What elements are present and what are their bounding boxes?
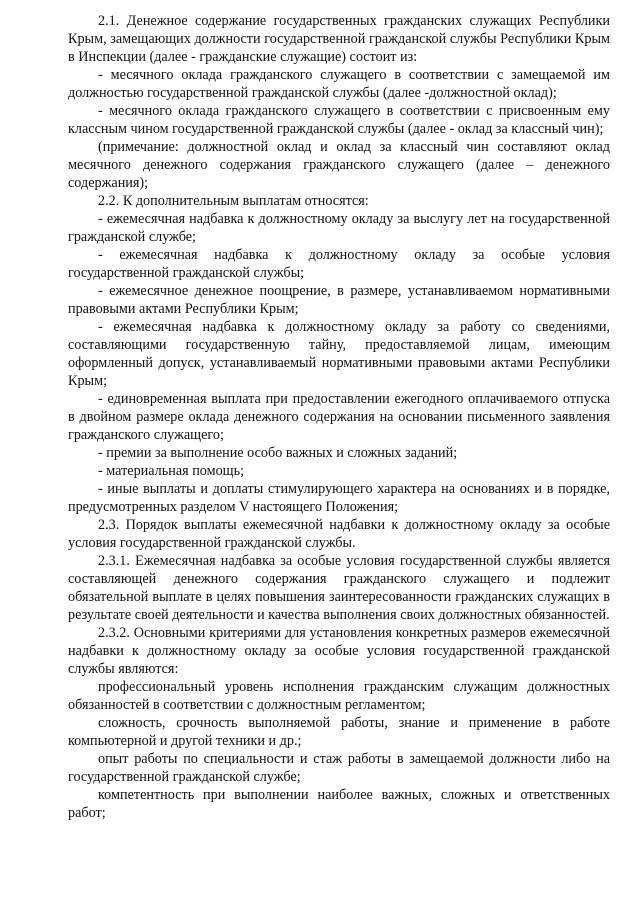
list-item-other-payments: - иные выплаты и доплаты стимулирующего характера на основаниях и в порядке, предусмотренных разделом V настоящего Положения;: [68, 481, 610, 515]
list-item-seniority-bonus: - ежемесячная надбавка к должностному окладу за выслугу лет на государственной гражданской службе;: [68, 211, 610, 245]
list-item-class-rank-salary: - месячного оклада гражданского служащего в соответствии с присвоенным ему классным чином государственной гражданской службы (далее - оклад за классный чин);: [68, 103, 610, 137]
list-item-bonuses: - премии за выполнение особо важных и сложных заданий;: [98, 445, 458, 461]
paragraph-2-3-1: 2.3.1. Ежемесячная надбавка за особые условия государственной службы является составляющей денежного содержания гражданского служащего и подлежит обязательной выплате в целях повышения заинтересованности гражданских служащих в результате своей деятельности и качества выполнения своих должностных обязанностей.: [68, 553, 610, 623]
criterion-competence: компетентность при выполнении наиболее важных, сложных и ответственных работ;: [68, 787, 610, 821]
note-paragraph: (примечание: должностной оклад и оклад за классный чин составляют оклад месячного денежного содержания гражданского служащего (далее – денежного содержания);: [68, 139, 610, 191]
list-item-state-secret-bonus: - ежемесячная надбавка к должностному окладу за работу со сведениями, составляющими государственную тайну, предоставляемой лицам, имеющим оформленный допуск, устанавливаемый нормативными правовыми актами Республики Крым;: [68, 319, 610, 389]
paragraph-2-2: 2.2. К дополнительным выплатам относятся:: [98, 193, 369, 209]
paragraph-2-1: 2.1. Денежное содержание государственных гражданских служащих Республики Крым, замещающих должности государственной гражданской службы Республики Крым в Инспекции (далее - гражданские служащие) состоит из:: [68, 13, 610, 65]
list-item-vacation-payment: - единовременная выплата при предоставлении ежегодного оплачиваемого отпуска в двойном размере оклада денежного содержания на основании письменного заявления гражданского служащего;: [68, 391, 610, 443]
list-item-official-salary: - месячного оклада гражданского служащего в соответствии с замещаемой им должностью государственной гражданской службы (далее -должностной оклад);: [68, 67, 610, 101]
criterion-complexity: сложность, срочность выполняемой работы, знание и применение в работе компьютерной и другой техники и др.;: [68, 715, 610, 749]
list-item-financial-aid: - материальная помощь;: [98, 463, 245, 479]
paragraph-2-3-2: 2.3.2. Основными критериями для установления конкретных размеров ежемесячной надбавки к должностному окладу за особые условия государственной гражданской службы являются:: [68, 625, 610, 677]
list-item-monetary-incentive: - ежемесячное денежное поощрение, в размере, устанавливаемом нормативными правовыми актами Республики Крым;: [68, 283, 610, 317]
criterion-professional-level: профессиональный уровень исполнения гражданским служащим должностных обязанностей в соответствии с должностным регламентом;: [68, 679, 610, 713]
paragraph-2-3: 2.3. Порядок выплаты ежемесячной надбавки к должностному окладу за особые условия государственной гражданской службы.: [68, 517, 610, 551]
criterion-experience: опыт работы по специальности и стаж работы в замещаемой должности либо на государственной гражданской службе;: [68, 751, 610, 785]
list-item-special-conditions-bonus: - ежемесячная надбавка к должностному окладу за особые условия государственной гражданской службы;: [68, 247, 610, 281]
